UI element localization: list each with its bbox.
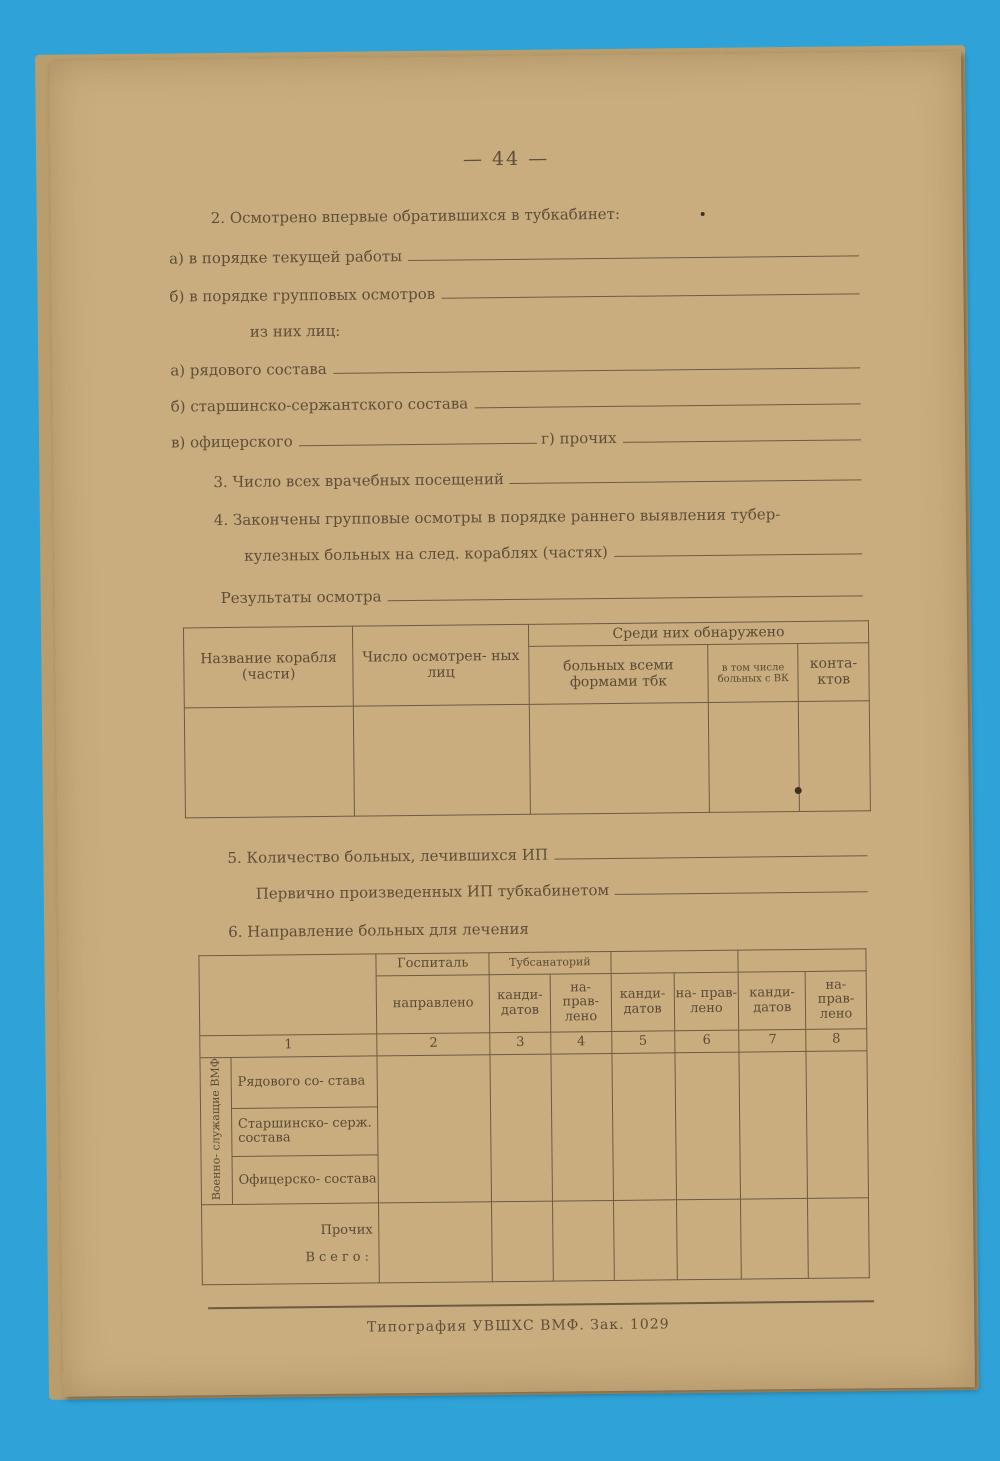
col-all-forms: больных всеми формами тбк	[529, 644, 709, 704]
cell-blank	[552, 1201, 614, 1282]
row-rank-and-file: Рядового со- става	[231, 1056, 378, 1108]
cell-blank	[492, 1201, 554, 1282]
col-contacts: конта- ктов	[798, 643, 869, 702]
cell-blank	[808, 1198, 870, 1279]
cell-blank	[739, 1051, 807, 1199]
section-2-title: 2. Осмотрено впервые обратившихся в тубкабинет:	[210, 204, 621, 228]
col-candidates-2: канди- датов	[611, 973, 674, 1032]
col-sent-1: на- прав- лено	[550, 973, 611, 1032]
field-doctor-visits: 3. Число всех врачебных посещений	[213, 466, 861, 491]
col-blank-group-2	[738, 949, 866, 972]
cell-blank	[612, 1053, 676, 1201]
col-hospital: Госпиталь	[376, 953, 489, 976]
cell-blank	[551, 1053, 613, 1201]
field-group-exams: б) в порядке групповых осмотров	[169, 280, 859, 305]
row-total: Всего:	[305, 1249, 374, 1266]
row-others: Прочих	[320, 1222, 373, 1238]
row-others-and-total	[202, 1203, 380, 1285]
cell-blank	[676, 1199, 742, 1280]
cell-ship-blank	[184, 706, 355, 818]
referral-corner	[199, 954, 377, 1036]
footer-rule	[208, 1300, 874, 1309]
cell-blank	[490, 1054, 552, 1202]
ink-blot	[795, 787, 802, 794]
col-candidates-1: канди- датов	[489, 974, 550, 1033]
col-group-found: Среди них обнаружено	[528, 621, 868, 647]
col-blank-group-1	[611, 950, 739, 973]
printer-imprint: Типография УВШХС ВМФ. Зак. 1029	[366, 1316, 670, 1336]
of-them-label: из них лиц:	[249, 321, 341, 341]
ink-blot	[701, 212, 705, 216]
field-ip-treated: 5. Количество больных, лечившихся ИП	[227, 842, 867, 867]
col-sent-3: на- прав- лено	[805, 971, 866, 1030]
col-number-2: 2	[377, 1033, 490, 1056]
cell-all-forms-blank	[529, 702, 709, 814]
row-sergeants: Старшинско- серж. состава	[231, 1107, 378, 1157]
field-rank-and-file: а) рядового состава	[170, 354, 860, 379]
section-4-line-2: кулезных больных на след. кораблях (частях)	[244, 540, 862, 564]
cell-blank	[806, 1051, 868, 1199]
col-number-4: 4	[551, 1031, 612, 1054]
field-ip-primary: Первично произведенных ИП тубкабинетом	[256, 878, 868, 902]
cell-bk-blank	[708, 701, 799, 812]
exam-results-table	[183, 620, 871, 818]
col-number-5: 5	[611, 1031, 674, 1054]
row-officers: Офицерско- состава	[232, 1155, 379, 1205]
field-current-work: а) в порядке текущей работы	[169, 242, 859, 267]
page-number: — 44 —	[462, 147, 550, 171]
col-with-bk: в том числе больных с ВК	[708, 644, 799, 703]
col-number-3: 3	[490, 1032, 551, 1055]
col-ship-name: Название корабля (части)	[183, 626, 353, 708]
col-number-7: 7	[739, 1029, 806, 1052]
form-page	[49, 51, 975, 1396]
col-number-6: 6	[674, 1030, 739, 1053]
cell-blank	[675, 1052, 741, 1200]
cell-blank	[613, 1200, 677, 1281]
servicemen-group-label: Военно- служащие ВМФ	[200, 1057, 232, 1205]
col-sent-2: на- прав- лено	[674, 972, 739, 1031]
field-sergeants: б) старшинско-сержантского состава	[171, 390, 861, 415]
col-sanatorium: Тубсанаторий	[489, 951, 611, 974]
cell-blank	[741, 1199, 809, 1280]
cell-examined-blank	[354, 704, 531, 816]
col-number-1: 1	[200, 1034, 378, 1058]
cell-blank	[379, 1202, 493, 1283]
cell-contacts-blank	[799, 701, 871, 812]
col-number-8: 8	[806, 1029, 867, 1052]
exam-results-field: Результаты осмотра	[221, 582, 863, 607]
col-examined-count: Число осмотрен- ных лиц	[353, 624, 529, 706]
col-candidates-3: канди- датов	[738, 971, 805, 1030]
section-6-title: 6. Направление больных для лечения	[228, 919, 529, 941]
field-officers-and-others: в) офицерского г) прочих	[171, 426, 861, 451]
cell-blank	[377, 1055, 491, 1204]
col-hospital-sent: направлено	[377, 975, 490, 1034]
section-4-line-1: 4. Закончены групповые осмотры в порядке раннего выявления тубер-	[213, 505, 781, 530]
referral-table	[198, 948, 869, 1285]
